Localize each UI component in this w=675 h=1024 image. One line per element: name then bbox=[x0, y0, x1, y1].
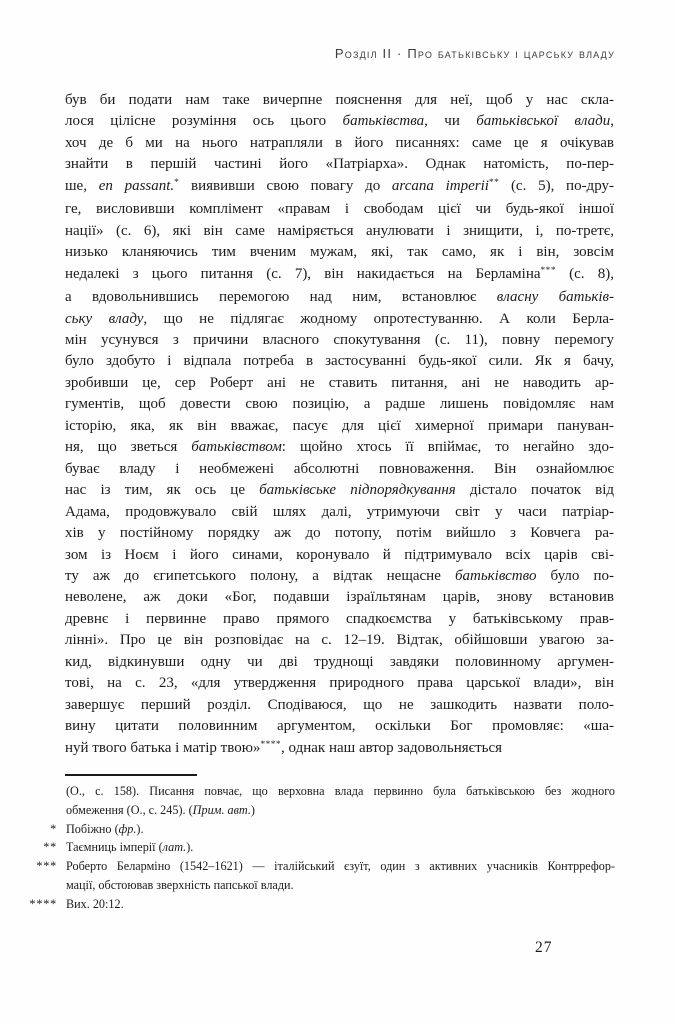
footnote-line bbox=[66, 838, 615, 857]
text-segment: ше, bbox=[65, 177, 99, 194]
italic-text: фр. bbox=[118, 821, 137, 836]
body-line bbox=[65, 90, 614, 111]
text-segment: історію, яка, як він вважає, пасує для цієї химерної примари пануван- bbox=[65, 417, 614, 434]
footnote-divider bbox=[65, 774, 197, 776]
text-segment: Вих. 20:12. bbox=[66, 896, 124, 911]
footnote-marker: ** bbox=[43, 840, 57, 855]
text-segment: мін усунувся з причини власного спокутування (с. 11), повну перемогу bbox=[65, 331, 614, 348]
text-segment: мації, обстоював зверхність папської влади. bbox=[66, 877, 294, 892]
text-segment: ня, що зветься bbox=[65, 439, 192, 456]
footnote-line bbox=[66, 801, 615, 820]
text-segment: Адама, продовжувало свій шлях далі, утримуючи світ у часи патріар- bbox=[65, 503, 614, 520]
text-segment: ту аж до єгипетського полону, а відтак нещасне bbox=[65, 567, 455, 584]
text-segment: Побіжно ( bbox=[66, 821, 119, 836]
body-line bbox=[65, 652, 614, 673]
italic-text: батьківське підпорядкування bbox=[259, 482, 456, 499]
body-line bbox=[65, 221, 614, 242]
body-line bbox=[65, 264, 614, 287]
footnotes bbox=[20, 782, 615, 914]
text-segment: вину цитати половинним аргументом, оскільки Бог промовляє: «ша- bbox=[65, 718, 614, 735]
text-segment: нас із тим, як ось це bbox=[65, 482, 260, 499]
text-segment: завершує перший розділ. Сподіваюся, що не зашкодить назвати поло- bbox=[65, 696, 614, 713]
text-segment: лося цілісне розуміння ось цього bbox=[65, 113, 343, 130]
body-line bbox=[65, 716, 614, 737]
italic-text: Прим. авт. bbox=[192, 802, 251, 817]
footnote-row bbox=[20, 820, 615, 839]
text-segment: ). bbox=[186, 840, 194, 855]
body-line bbox=[65, 738, 614, 761]
text-segment: низько кланяючись тим вченим мужам, які, так само, як і він, зовсім bbox=[65, 244, 614, 261]
text-segment: нації» (с. 6), які він саме наміряється анулювати і знищити, і, по-третє, bbox=[65, 222, 614, 239]
text-segment: лінні». Про це він розповідає на с. 12–19. Відтак, обійшовши увагою за- bbox=[65, 632, 614, 649]
text-segment: ) bbox=[250, 802, 255, 817]
footnote-row bbox=[20, 838, 615, 857]
text-segment: (О., с. 158). Писання повчає, що верховна влада первинно була батьківською без жодного bbox=[66, 784, 615, 798]
footnote-text bbox=[66, 857, 615, 895]
footnote-text bbox=[66, 820, 615, 839]
text-segment: гументів, щоб довести свою позицію, а радше лишень повідомляє нам bbox=[65, 396, 614, 413]
footnote-line bbox=[66, 857, 615, 876]
italic-text: батьківства bbox=[342, 113, 425, 130]
italic-text: ську владу bbox=[65, 310, 144, 327]
text-segment: дістало початок від bbox=[455, 482, 614, 499]
footnote-row bbox=[20, 857, 615, 895]
text-segment: виявивши свою повагу до bbox=[179, 177, 392, 194]
body-line bbox=[65, 695, 614, 716]
body-line bbox=[65, 154, 614, 175]
text-segment: було здобуто і відпала потреба в застосуванні будь-якої сили. Як я бачу, bbox=[65, 353, 614, 370]
text-segment: , bbox=[610, 113, 614, 130]
text-segment: ге, висловивши комплімент «правам і свободам цієї чи будь-якої іншої bbox=[65, 201, 614, 218]
footnote-marker-superscript: *** bbox=[540, 265, 556, 276]
body-line bbox=[65, 373, 614, 394]
text-segment: кид, відкинувши одну чи дві труднощі завдяки половинному аргумен- bbox=[65, 653, 614, 670]
text-segment: тові, на с. 23, «для утвердження природного права царської влади», він bbox=[65, 675, 614, 692]
text-segment: недалекі з цього питання (с. 7), він накидається на Берламіна bbox=[65, 265, 541, 282]
body-line bbox=[65, 566, 614, 587]
text-segment: неволене, аж доки «Бог, подавши ізраїльтянам царів, знову встановив bbox=[65, 589, 614, 606]
body-line bbox=[65, 459, 614, 480]
text-segment: Таємниць імперії ( bbox=[66, 840, 163, 855]
text-segment: обмеження (О., с. 245). ( bbox=[66, 802, 193, 817]
body-line bbox=[65, 394, 614, 415]
text-segment: (с. 5), по-дру- bbox=[499, 177, 614, 194]
footnote-line bbox=[66, 820, 615, 839]
text-segment: було по- bbox=[536, 567, 614, 584]
body-line bbox=[65, 176, 614, 199]
body-line bbox=[65, 480, 614, 501]
footnote-marker-superscript: * bbox=[174, 178, 180, 189]
text-segment: нуй твого батька і матір твою» bbox=[65, 739, 261, 756]
footnote-row bbox=[20, 895, 615, 914]
body-line bbox=[65, 587, 614, 608]
body-line bbox=[65, 287, 614, 308]
page-number: 27 bbox=[535, 939, 553, 956]
text-segment: а вдовольнившись перемогою над ним, встановлює bbox=[65, 289, 497, 306]
italic-text: батьківської влади bbox=[476, 113, 611, 130]
footnote-line bbox=[66, 895, 615, 914]
body-line bbox=[65, 437, 614, 458]
text-segment: древнє і первинне право прямого спадкоємства у батьківському прав- bbox=[65, 610, 614, 627]
italic-text: en passant. bbox=[98, 177, 175, 194]
footnote-text bbox=[66, 782, 615, 820]
footnote-line bbox=[66, 876, 615, 895]
footnote-marker: *** bbox=[36, 859, 57, 874]
text-segment: хів у постійному порядку аж до потопу, потім вийшло з Ковчега ра- bbox=[65, 525, 614, 542]
body-line bbox=[65, 111, 614, 132]
body-line bbox=[65, 523, 614, 544]
body-line bbox=[65, 502, 614, 523]
footnote-marker-superscript: **** bbox=[260, 739, 282, 750]
text-segment: , однак наш автор задовольняється bbox=[281, 739, 503, 756]
body-line bbox=[65, 630, 614, 651]
text-segment: , що не підлягає жодному опротестуванню. А коли Берла- bbox=[143, 310, 614, 327]
body-line bbox=[65, 309, 614, 330]
italic-text: лат. bbox=[162, 840, 187, 855]
text-segment: хоч де б ми на нього натрапляли в його писаннях: саме це я очікував bbox=[65, 134, 614, 151]
body-line bbox=[65, 609, 614, 630]
footnote-text bbox=[66, 838, 615, 857]
footnote-marker-superscript: ** bbox=[488, 178, 500, 189]
body-line bbox=[65, 330, 614, 351]
body-text bbox=[65, 90, 614, 761]
body-line bbox=[65, 673, 614, 694]
text-segment: зробивши це, сер Роберт ані не ставить питання, ані не наводить ар- bbox=[65, 374, 614, 391]
footnote-row bbox=[20, 782, 615, 820]
footnote-marker bbox=[20, 782, 66, 820]
footnote-text bbox=[66, 895, 615, 914]
footnote-line bbox=[66, 782, 615, 801]
text-segment: ). bbox=[136, 821, 144, 836]
body-line bbox=[65, 545, 614, 566]
text-segment: знайти в першій частині його «Патріарха». Однак натомість, по-пер- bbox=[65, 156, 614, 173]
text-segment: , чи bbox=[424, 113, 477, 130]
body-line bbox=[65, 351, 614, 372]
text-segment: (с. 8), bbox=[555, 265, 614, 282]
text-segment: зом із Ноєм і його синами, коронувало й підтримувало всіх царів сві- bbox=[65, 546, 614, 563]
italic-text: батьківством bbox=[191, 439, 282, 456]
text-segment: буває владу і необмежені абсолютні повноваження. Він ознайомлює bbox=[65, 460, 614, 477]
text-segment: Роберто Беларміно (1542–1621) — італійський єзуїт, один з активних учасників Контррефор- bbox=[66, 859, 615, 874]
text-segment: : щойно хтось її впіймає, то негайно здо- bbox=[281, 439, 614, 456]
italic-text: arcana imperii bbox=[391, 177, 489, 194]
body-line bbox=[65, 133, 614, 154]
text-segment: був би подати нам таке вичерпне пояснення для неї, щоб у нас скла- bbox=[65, 92, 614, 108]
italic-text: власну батьків- bbox=[496, 289, 615, 306]
running-header: Розділ II · Про батьківську і царську владу bbox=[334, 46, 615, 61]
footnote-marker: **** bbox=[29, 896, 57, 911]
body-line bbox=[65, 416, 614, 437]
italic-text: батьківство bbox=[454, 567, 537, 584]
body-line bbox=[65, 242, 614, 263]
footnote-marker: * bbox=[50, 821, 57, 836]
body-line bbox=[65, 199, 614, 220]
